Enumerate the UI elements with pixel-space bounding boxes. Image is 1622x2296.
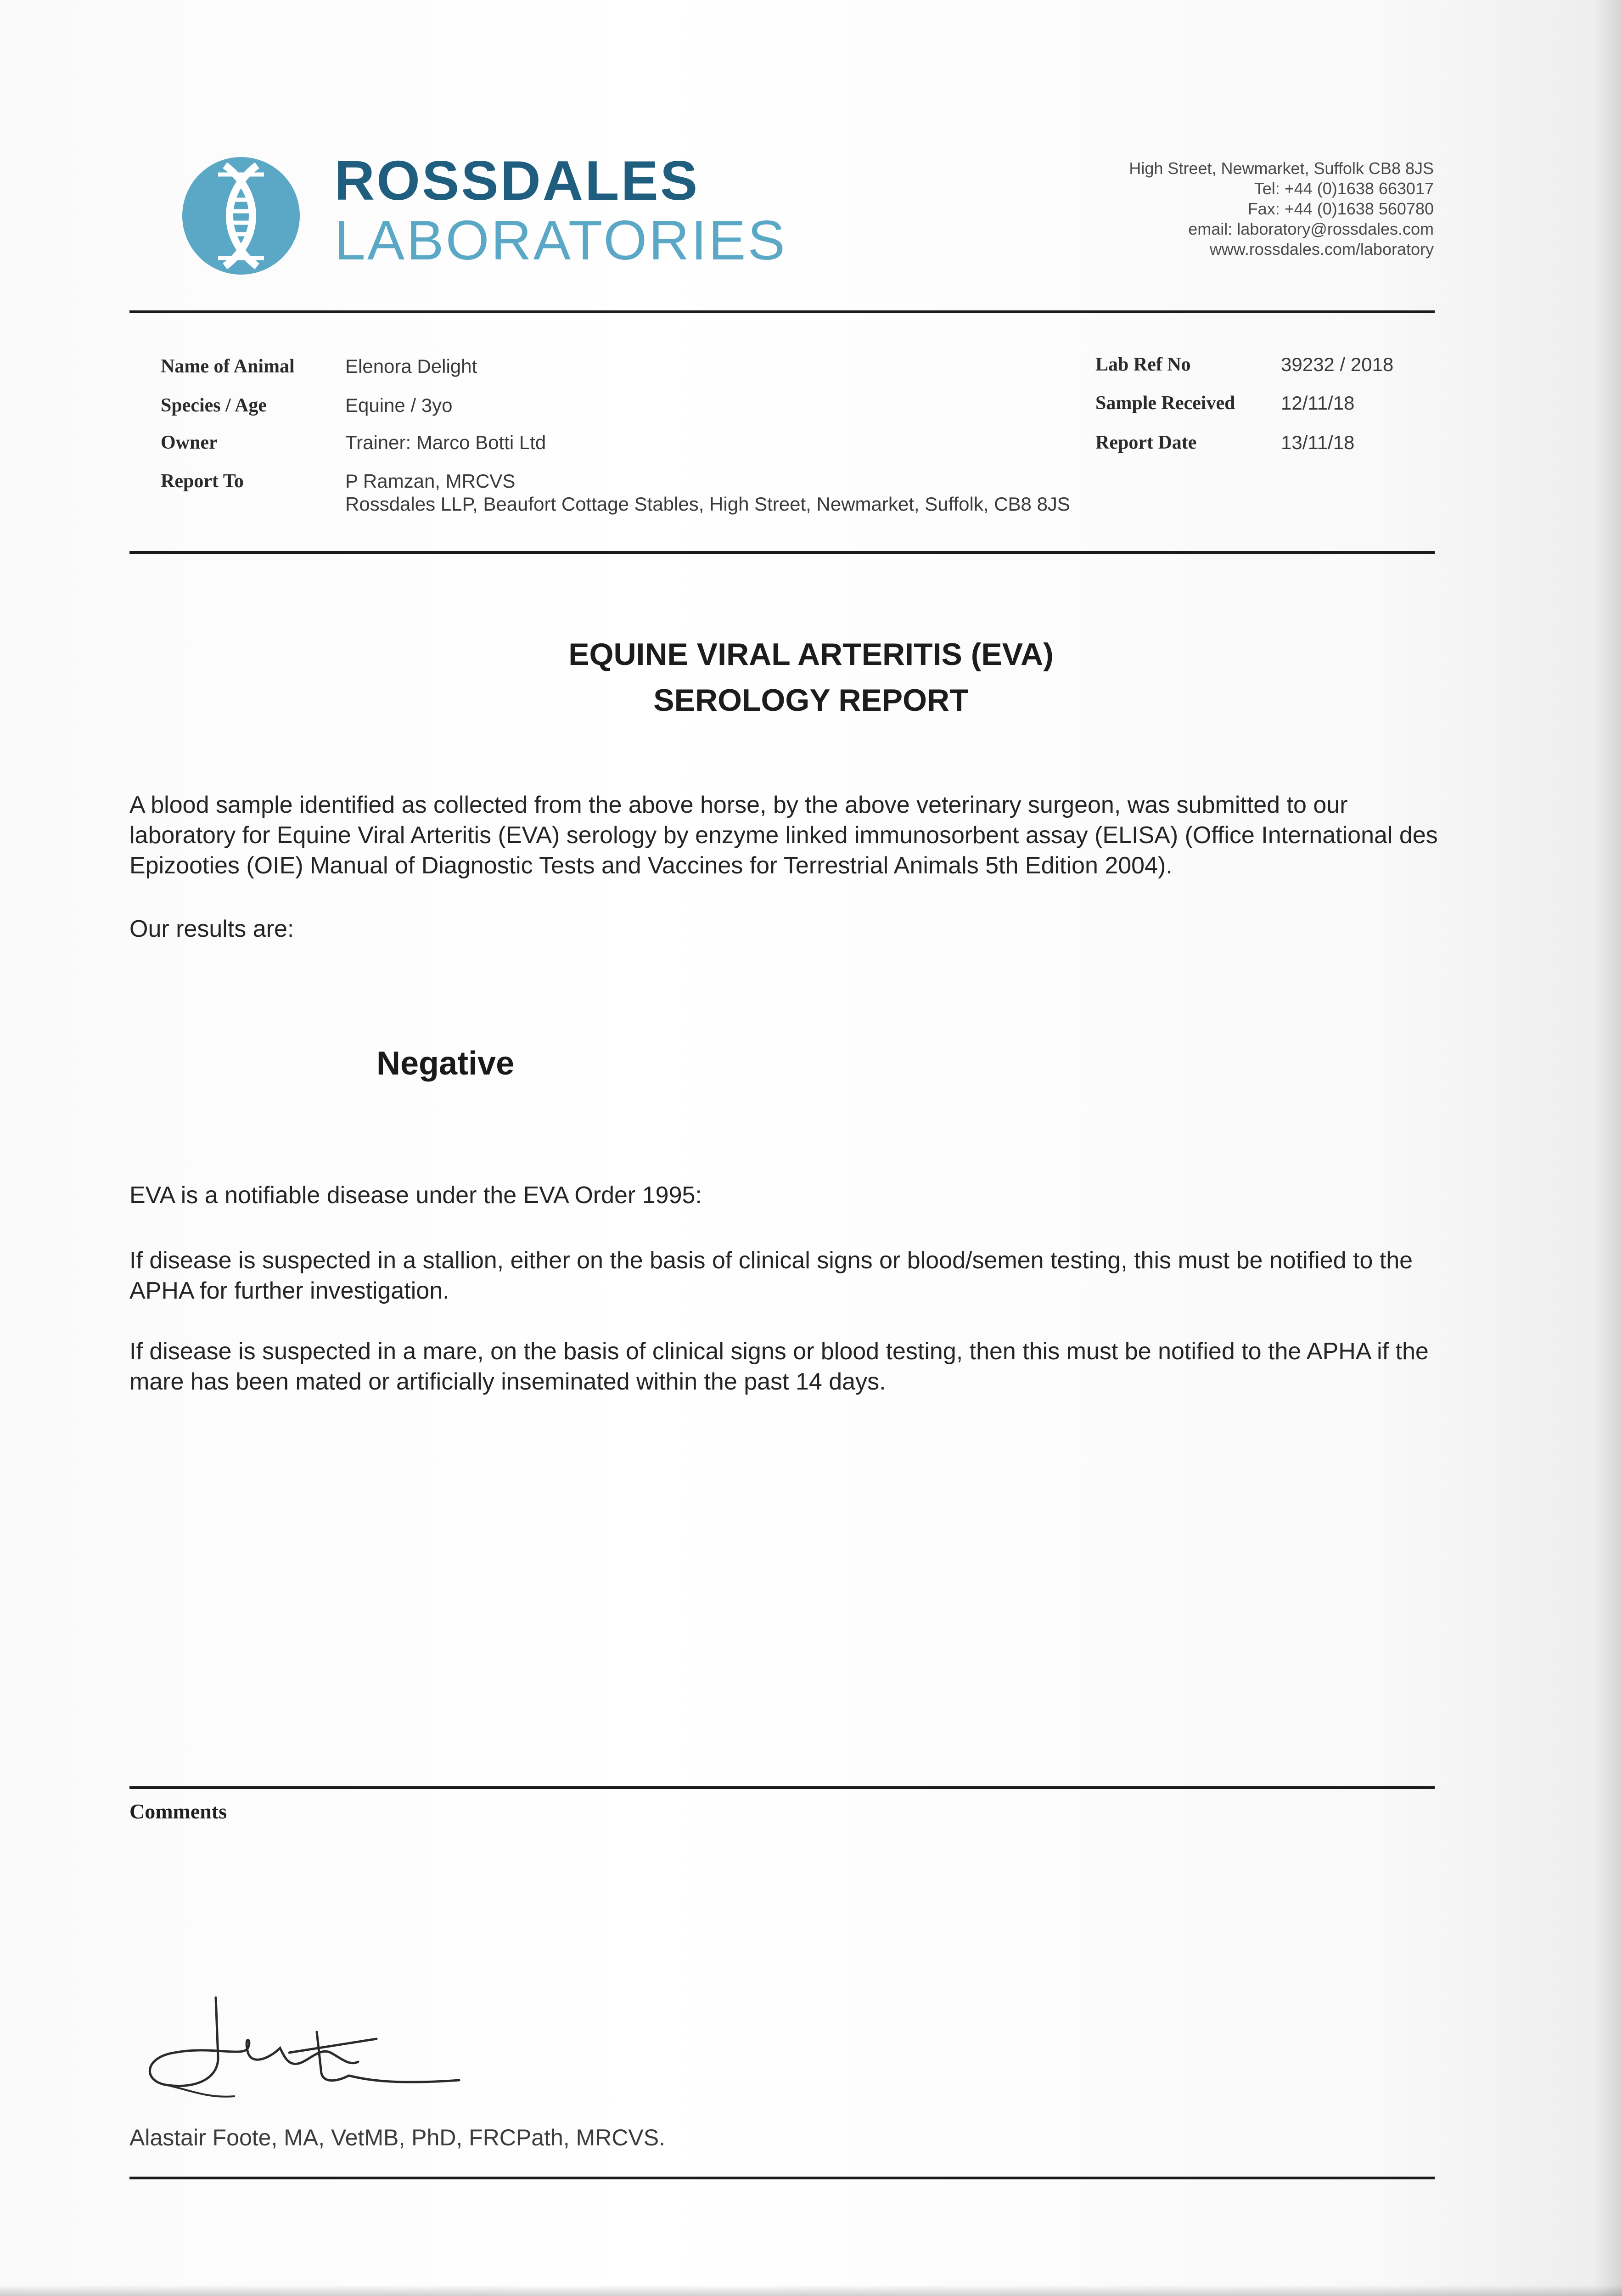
name-value: Elenora Delight [345, 355, 477, 377]
header-divider [129, 310, 1435, 313]
contact-address: High Street, Newmarket, Suffolk CB8 8JS [1129, 159, 1434, 178]
test-result: Negative [376, 1045, 515, 1082]
report-to-name: P Ramzan, MRCVS [345, 470, 516, 492]
comments-label: Comments [129, 1800, 227, 1823]
sample-received-label: Sample Received [1095, 393, 1235, 414]
owner-value: Trainer: Marco Botti Ltd [345, 432, 546, 453]
signature-image [138, 1988, 468, 2108]
report-to-label: Report To [161, 471, 244, 492]
logo-name-primary: ROSSDALES [334, 149, 700, 212]
page-bottom-edge [0, 2285, 1622, 2296]
report-title [0, 631, 1622, 723]
report-title-line2: SEROLOGY REPORT [653, 683, 969, 718]
report-title-line1: EQUINE VIRAL ARTERITIS (EVA) [568, 637, 1054, 672]
lab-ref-value: 39232 / 2018 [1281, 354, 1394, 375]
report-date-label: Report Date [1095, 432, 1197, 453]
owner-label: Owner [161, 432, 218, 453]
contact-email: email: laboratory@rossdales.com [1188, 219, 1434, 238]
results-intro: Our results are: [129, 916, 294, 942]
intro-paragraph: A blood sample identified as collected from the above horse, by the above veterinary surgeon, was submitted to our laboratory for Equine Viral Arteritis (EVA) serology by enzyme linked immunosorbent assay (ELISA) (Office International des Epizooties (OIE) Manual of Diagnostic Tests and Vaccines for Terrestrial Animals 5th Edition 2004). [129, 792, 1438, 879]
species-value: Equine / 3yo [345, 394, 453, 416]
notifiable-statement: EVA is a notifiable disease under the EVA Order 1995: [129, 1182, 702, 1209]
dna-logo-icon [181, 156, 301, 276]
report-to-address: Rossdales LLP, Beaufort Cottage Stables, High Street, Newmarket, Suffolk, CB8 8JS [345, 493, 1070, 515]
name-label: Name of Animal [161, 356, 295, 377]
contact-tel: Tel: +44 (0)1638 663017 [1254, 179, 1434, 198]
contact-website: www.rossdales.com/laboratory [1209, 240, 1434, 259]
sample-received-value: 12/11/18 [1281, 392, 1355, 414]
signatory-name: Alastair Foote, MA, VetMB, PhD, FRCPath, MRCVS. [129, 2125, 666, 2150]
page-edge-shadow [1594, 0, 1622, 2296]
lab-ref-label: Lab Ref No [1095, 354, 1191, 375]
info-divider [129, 551, 1435, 554]
report-date-value: 13/11/18 [1281, 432, 1355, 453]
footer-divider [129, 2177, 1435, 2179]
stallion-note: If disease is suspected in a stallion, either on the basis of clinical signs or blood/semen testing, this must be notified to the APHA for further investigation. [129, 1247, 1413, 1304]
species-label: Species / Age [161, 395, 267, 416]
mare-note: If disease is suspected in a mare, on the basis of clinical signs or blood testing, then this must be notified to the APHA if the mare has been mated or artificially inseminated within the past 14 days. [129, 1338, 1429, 1395]
contact-fax: Fax: +44 (0)1638 560780 [1247, 199, 1434, 218]
comments-divider [129, 1786, 1435, 1789]
logo-name-secondary: LABORATORIES [334, 209, 787, 271]
contact-block [1129, 158, 1434, 259]
